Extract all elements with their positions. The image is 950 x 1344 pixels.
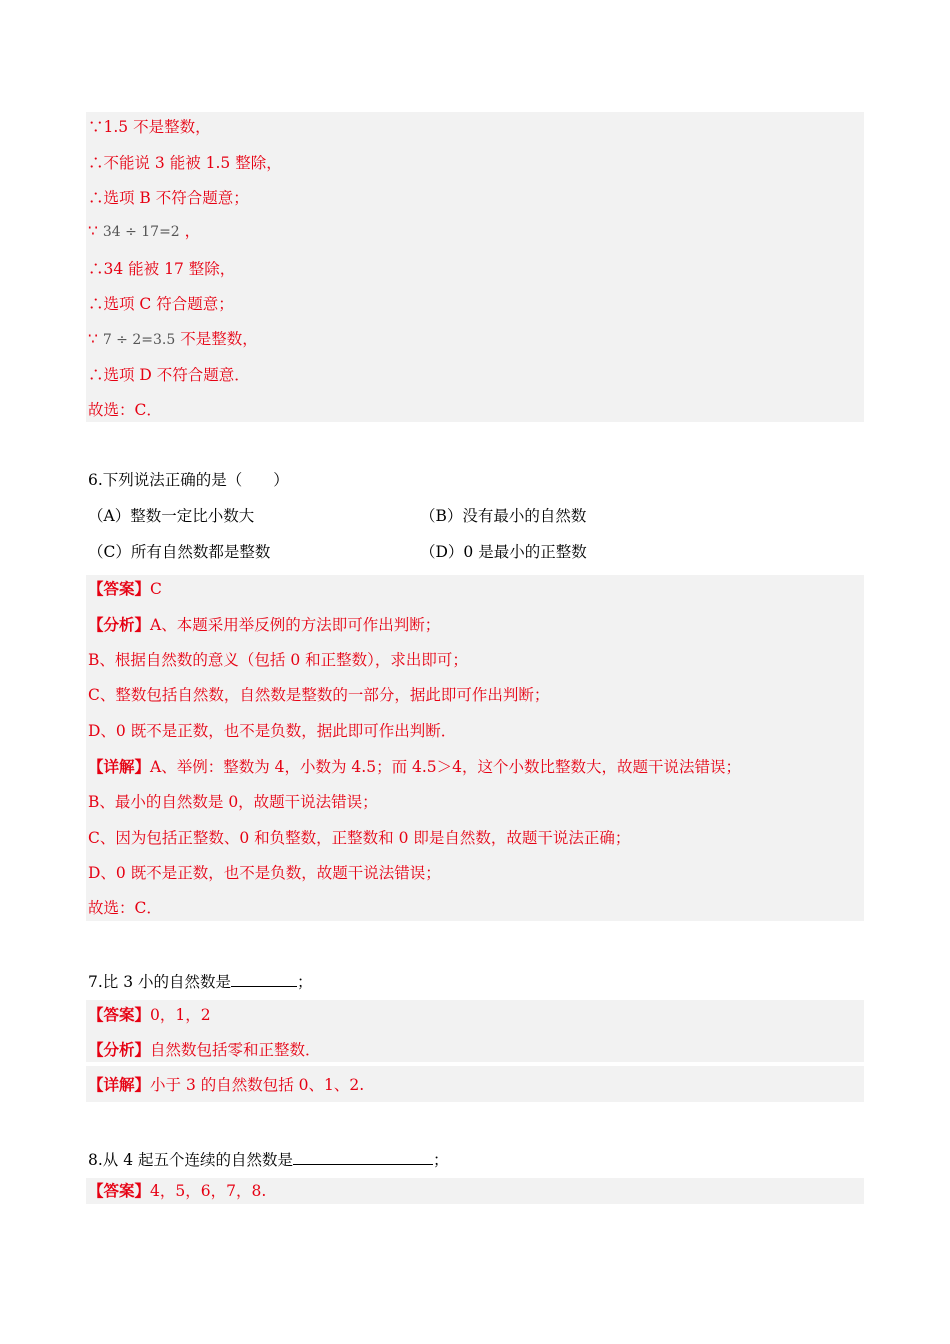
- solution-line: ∴选项 D 不符合题意．: [88, 366, 250, 384]
- answer-value: 4，5，6，7，8.: [150, 1182, 267, 1200]
- solution-line: 故选：C．: [88, 401, 162, 419]
- detail-line: C、因为包括正整数、0 和负整数，正整数和 0 即是自然数，故题干说法正确；: [88, 829, 631, 847]
- answer-value: 0，1，2: [150, 1006, 211, 1024]
- answer-line: [88, 1004, 211, 1026]
- q7-answer-analysis-block: [86, 1000, 864, 1062]
- answer-tag: 【答案】: [88, 1181, 151, 1200]
- q8-stem: [88, 1148, 449, 1171]
- q7-stem-end: ；: [297, 973, 313, 991]
- answer-tag: 【答案】: [88, 1005, 151, 1024]
- math-expression: 34 ÷ 17=2: [102, 224, 180, 240]
- solution-line: ∴选项 B 不符合题意；: [88, 189, 249, 207]
- detail-tag: 【详解】: [88, 757, 151, 776]
- q8-stem-text: 8.从 4 起五个连续的自然数是: [88, 1151, 294, 1169]
- q6-stem: 6.下列说法正确的是（ ）: [88, 471, 289, 489]
- math-expression: 7 ÷ 2=3.5: [102, 332, 176, 348]
- analysis-text: A、本题采用举反例的方法即可作出判断；: [150, 616, 441, 634]
- q6-solution-block: [86, 575, 864, 921]
- q8-answer-block: [86, 1178, 864, 1204]
- solution-line: ∵1.5 不是整数，: [88, 118, 211, 136]
- expression-suffix: 不是整数，: [180, 330, 258, 348]
- analysis-tag: 【分析】: [88, 1040, 151, 1059]
- answer-blank: [231, 970, 297, 987]
- detail-line: [88, 1074, 364, 1096]
- analysis-line: C、整数包括自然数，自然数是整数的一部分，据此即可作出判断；: [88, 686, 550, 704]
- answer-tag: 【答案】: [88, 579, 151, 598]
- detail-line: B、最小的自然数是 0，故题干说法错误；: [88, 793, 378, 811]
- answer-value: C: [150, 580, 162, 598]
- q5-solution-block: [86, 112, 864, 422]
- because-symbol: ∵: [88, 222, 98, 240]
- detail-line: [88, 756, 741, 778]
- q7-detail-block: [86, 1066, 864, 1102]
- q6-option-a: （A）整数一定比小数大: [88, 507, 255, 525]
- because-symbol: ∵: [88, 330, 98, 348]
- q7-stem-text: 7.比 3 小的自然数是: [88, 973, 232, 991]
- q6-option-b: （B）没有最小的自然数: [420, 507, 587, 525]
- q6-option-d: （D）0 是最小的正整数: [420, 543, 587, 561]
- solution-line-expr2: [88, 328, 258, 351]
- solution-line-expr1: [88, 220, 200, 243]
- detail-text: A、举例：整数为 4，小数为 4.5；而 4.5＞4，这个小数比整数大，故题干说法错误；: [150, 758, 742, 776]
- q8-stem-end: ；: [433, 1151, 449, 1169]
- analysis-line: [88, 1039, 321, 1061]
- solution-line: ∴选项 C 符合题意；: [88, 295, 234, 313]
- analysis-line: B、根据自然数的意义（包括 0 和正整数），求出即可；: [88, 651, 468, 669]
- answer-line: [88, 578, 162, 600]
- q7-stem: [88, 970, 313, 993]
- analysis-line: [88, 614, 440, 636]
- detail-line: D、0 既不是正数，也不是负数，故题干说法错误；: [88, 864, 441, 882]
- detail-line: 故选：C．: [88, 899, 162, 917]
- answer-line: [88, 1180, 266, 1202]
- analysis-tag: 【分析】: [88, 615, 151, 634]
- analysis-line: D、0 既不是正数，也不是负数，据此即可作出判断．: [88, 722, 457, 740]
- detail-text: 小于 3 的自然数包括 0、1、2.: [150, 1076, 365, 1094]
- solution-line: ∴34 能被 17 整除，: [88, 260, 236, 278]
- analysis-text: 自然数包括零和正整数．: [150, 1041, 321, 1059]
- punctuation: ，: [184, 222, 201, 240]
- detail-tag: 【详解】: [88, 1075, 151, 1094]
- q6-option-c: （C）所有自然数都是整数: [88, 543, 271, 561]
- solution-line: ∴不能说 3 能被 1.5 整除，: [88, 154, 282, 172]
- answer-blank: [293, 1148, 433, 1165]
